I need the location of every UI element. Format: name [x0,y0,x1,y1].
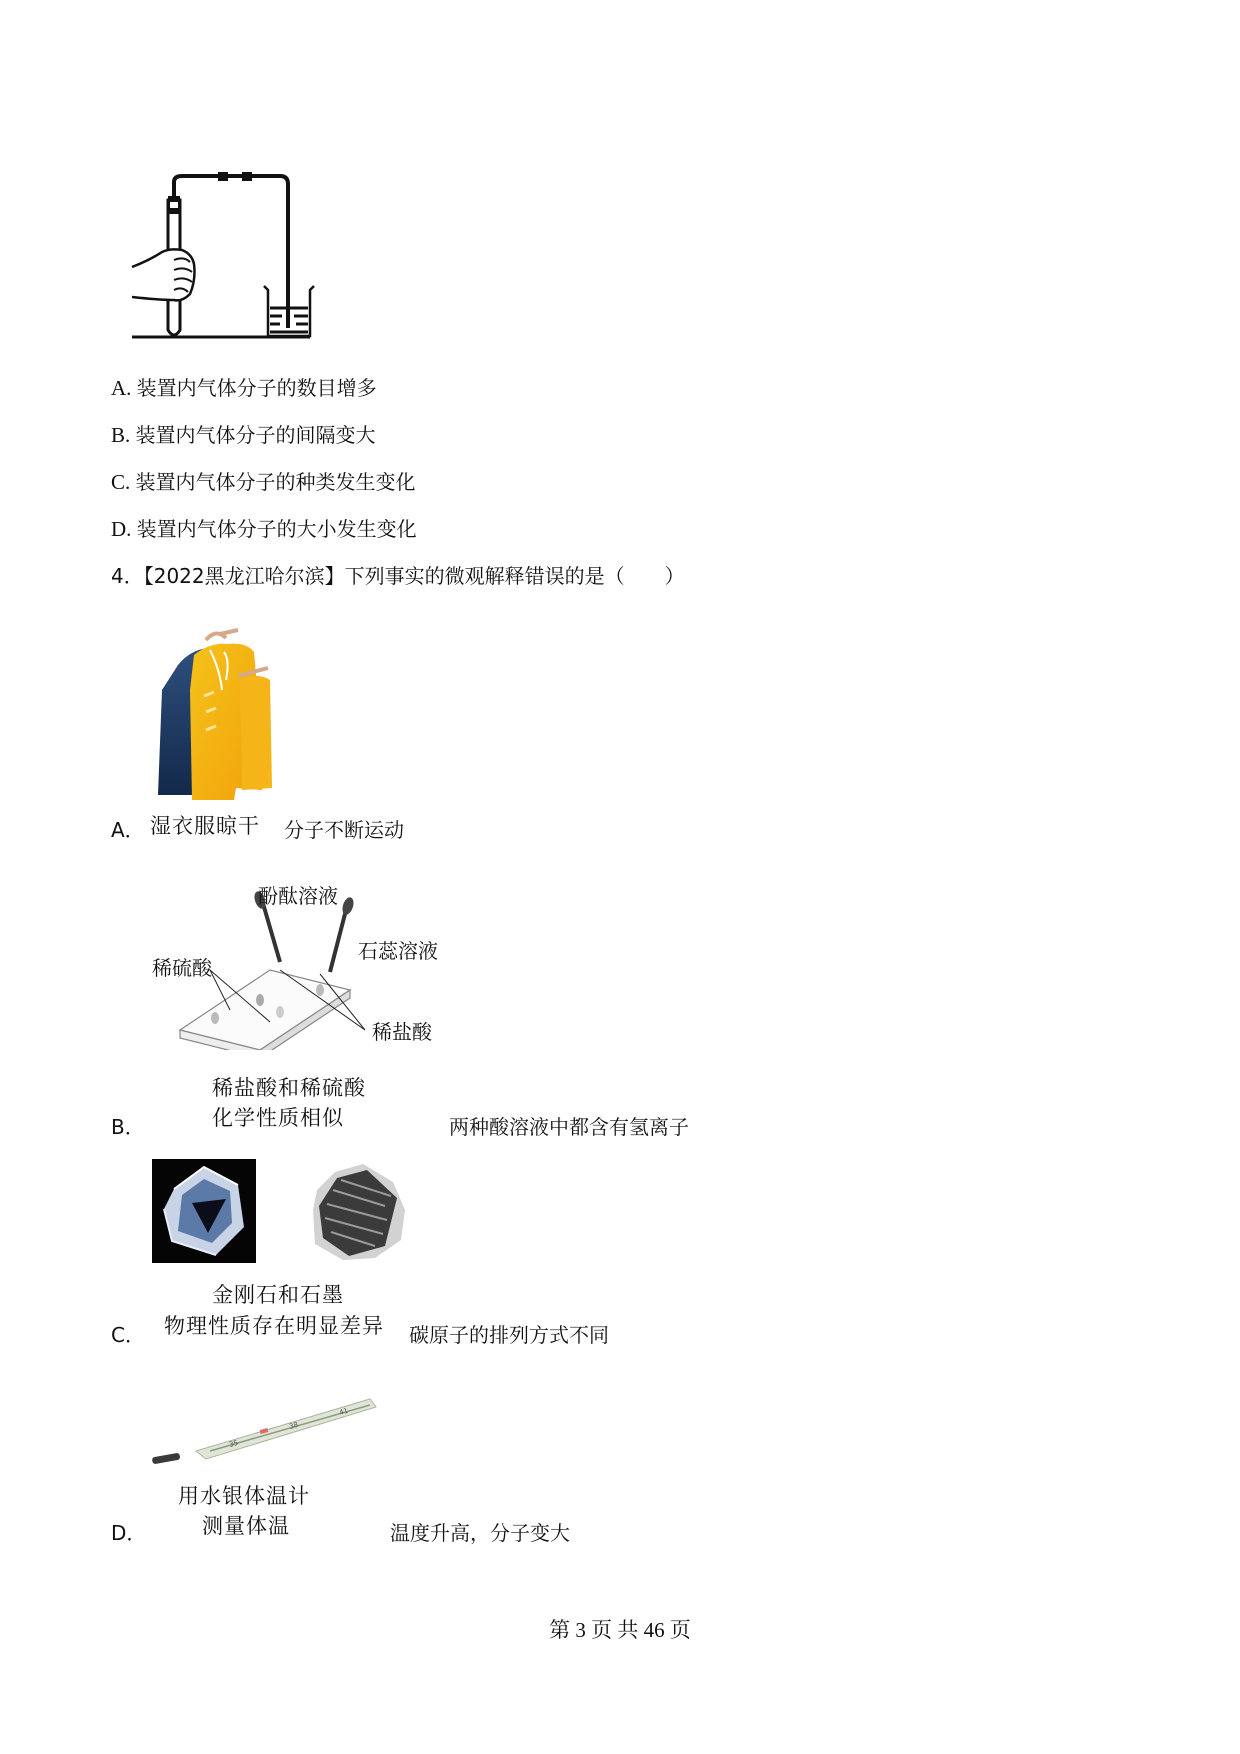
label-phenolphthalein: 酚酞溶液 [258,884,338,908]
option-c-caption-line1: 金刚石和石墨 [212,1283,344,1307]
question-number: 4． [111,564,144,588]
mercury-thermometer-illustration [150,1385,380,1465]
option-a-explanation: 分子不断运动 [284,818,404,842]
option-d-caption-line2: 测量体温 [202,1514,290,1538]
graphite-image [305,1160,409,1264]
diamond-crystal-illustration [152,1159,256,1263]
question-source: 【2022黑龙江哈尔滨】 [143,564,345,588]
apparatus-figure [110,160,320,340]
option-text: 装置内气体分子的数目增多 [136,376,377,400]
question-4-stem [111,560,685,589]
option-d-row [111,1517,146,1546]
svg-text:38: 38 [288,1420,300,1431]
option-letter: D． [111,1521,147,1545]
option-a-row [111,814,145,843]
svg-text:41: 41 [338,1406,350,1417]
option-text: 装置内气体分子的大小发生变化 [136,517,417,541]
page-footer: 第 3 页 共 46 页 [549,1618,691,1642]
question-text: 下列事实的微观解释错误的是（ ） [344,564,685,588]
option-letter: B． [111,1115,145,1139]
diamond-image [152,1159,256,1263]
gas-apparatus-illustration [110,160,320,340]
option-letter: A． [111,818,145,842]
option-b-caption-line1: 稀盐酸和稀硫酸 [212,1076,366,1100]
option-a-caption: 湿衣服晾干 [150,814,260,838]
option-letter: C． [111,1323,145,1347]
option-text: 装置内气体分子的间隔变大 [135,423,376,447]
svg-text:35: 35 [228,1438,240,1449]
option-text: 装置内气体分子的种类发生变化 [135,470,416,494]
label-litmus: 石蕊溶液 [358,939,438,963]
option-d-explanation: 温度升高，分子变大 [390,1521,570,1545]
option-c-row [111,1319,145,1348]
option-b-row [111,1111,145,1140]
option-c-explanation: 碳原子的排列方式不同 [409,1323,609,1347]
option-letter: A. [111,376,132,400]
option-b-explanation: 两种酸溶液中都含有氢离子 [449,1115,689,1139]
option-c-caption-line2: 物理性质存在明显差异 [164,1314,384,1338]
option-d-caption-line1: 用水银体温计 [178,1484,310,1508]
option-letter: C. [111,470,131,494]
clothes-drying-illustration [150,620,290,800]
graphite-crystal-illustration [305,1160,409,1264]
option-letter: B. [111,423,131,447]
wet-clothes-figure [150,620,290,800]
option-letter: D. [111,517,132,541]
prev-option-c [111,466,416,495]
option-b-caption-line2: 化学性质相似 [212,1106,344,1130]
label-dilute-hydrochloric: 稀盐酸 [372,1020,432,1044]
label-dilute-sulfuric: 稀硫酸 [152,956,212,980]
prev-option-a [111,372,377,401]
prev-option-b [111,419,376,448]
thermometer-image [150,1385,380,1465]
prev-option-d [111,513,417,542]
